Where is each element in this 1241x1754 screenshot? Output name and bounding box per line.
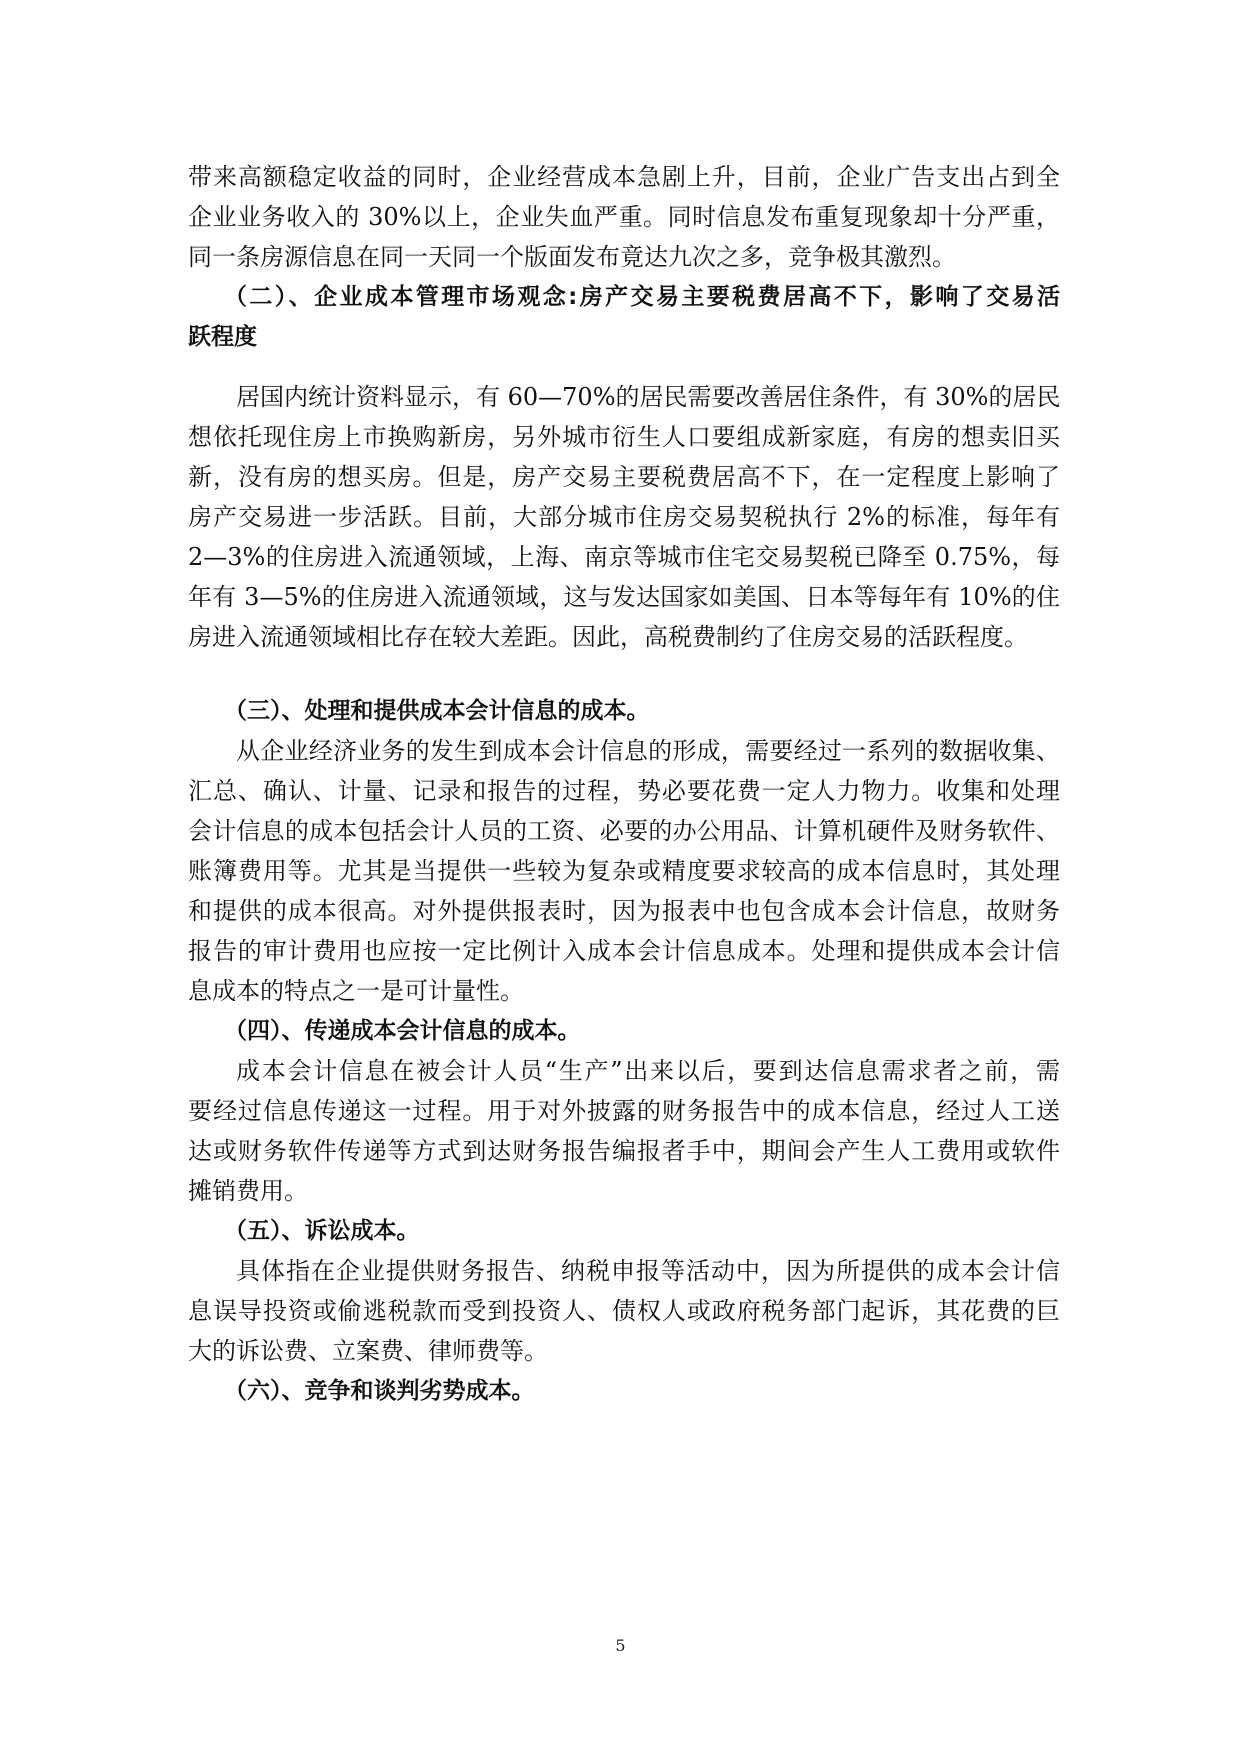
text-line: 要经过信息传递这一过程。用于对外披露的财务报告中的成本信息，经过人工送 bbox=[188, 1097, 1060, 1125]
text-line: 息误导投资或偷逃税款而受到投资人、债权人或政府税务部门起诉，其花费的巨 bbox=[188, 1297, 1060, 1325]
page-body bbox=[188, 157, 1060, 1411]
text-line: 会计信息的成本包括会计人员的工资、必要的办公用品、计算机硬件及财务软件、 bbox=[188, 817, 1060, 845]
text-line: 报告的审计费用也应按一定比例计入成本会计信息成本。处理和提供成本会计信 bbox=[188, 937, 1060, 965]
paragraph bbox=[188, 731, 1060, 1011]
text-line: 房进入流通领域相比存在较大差距。因此，高税费制约了住房交易的活跃程度。 bbox=[188, 623, 1028, 651]
paragraph bbox=[188, 1251, 1060, 1371]
text-line: 新，没有房的想买房。但是，房产交易主要税费居高不下，在一定程度上影响了 bbox=[188, 463, 1060, 491]
text-line: 账簿费用等。尤其是当提供一些较为复杂或精度要求较高的成本信息时，其处理 bbox=[188, 857, 1060, 885]
section-heading: （五）、诉讼成本。 bbox=[224, 1218, 420, 1244]
page-number: 5 bbox=[615, 1636, 626, 1655]
text-line: 达或财务软件传递等方式到达财务报告编报者手中，期间会产生人工费用或软件 bbox=[188, 1137, 1060, 1165]
paragraph bbox=[188, 1051, 1060, 1211]
heading-line: 跃程度 bbox=[188, 324, 257, 350]
text-line: 从企业经济业务的发生到成本会计信息的形成，需要经过一系列的数据收集、 bbox=[236, 737, 1060, 765]
text-line: 汇总、确认、计量、记录和报告的过程，势必要花费一定人力物力。收集和处理 bbox=[188, 777, 1060, 805]
section-heading bbox=[188, 277, 1060, 357]
text-line: 息成本的特点之一是可计量性。 bbox=[188, 977, 524, 1005]
section-heading: （六）、竞争和谈判劣势成本。 bbox=[224, 1378, 535, 1404]
text-line: 居国内统计资料显示，有 60—70%的居民需要改善居住条件，有 30%的居民 bbox=[236, 383, 1060, 411]
text-line: 年有 3—5%的住房进入流通领域，这与发达国家如美国、日本等每年有 10%的住 bbox=[188, 583, 1060, 611]
text-line: 成本会计信息在被会计人员“生产”出来以后，要到达信息需求者之前，需 bbox=[236, 1057, 1060, 1085]
section-heading: （三）、处理和提供成本会计信息的成本。 bbox=[224, 698, 650, 724]
paragraph bbox=[188, 377, 1060, 657]
text-line: 具体指在企业提供财务报告、纳税申报等活动中，因为所提供的成本会计信 bbox=[236, 1257, 1060, 1285]
text-line: 房产交易进一步活跃。目前，大部分城市住房交易契税执行 2%的标准，每年有 bbox=[188, 503, 1060, 531]
text-line: 企业业务收入的 30%以上，企业失血严重。同时信息发布重复现象却十分严重， bbox=[188, 203, 1060, 231]
text-line: 想依托现住房上市换购新房，另外城市衍生人口要组成新家庭，有房的想卖旧买 bbox=[188, 423, 1060, 451]
text-line: 带来高额稳定收益的同时，企业经营成本急剧上升，目前，企业广告支出占到全 bbox=[188, 163, 1060, 191]
text-line: 大的诉讼费、立案费、律师费等。 bbox=[188, 1337, 548, 1365]
heading-line: （二）、企业成本管理市场观念:房产交易主要税费居高不下，影响了交易活 bbox=[224, 284, 1060, 310]
text-line: 同一条房源信息在同一天同一个版面发布竟达九次之多，竞争极其激烈。 bbox=[188, 243, 956, 271]
paragraph bbox=[188, 157, 1060, 277]
text-line: 2—3%的住房进入流通领域，上海、南京等城市住宅交易契税已降至 0.75%，每 bbox=[188, 543, 1060, 571]
text-line: 和提供的成本很高。对外提供报表时，因为报表中也包含成本会计信息，故财务 bbox=[188, 897, 1060, 925]
text-line: 摊销费用。 bbox=[188, 1177, 308, 1205]
section-heading: （四）、传递成本会计信息的成本。 bbox=[224, 1018, 581, 1044]
